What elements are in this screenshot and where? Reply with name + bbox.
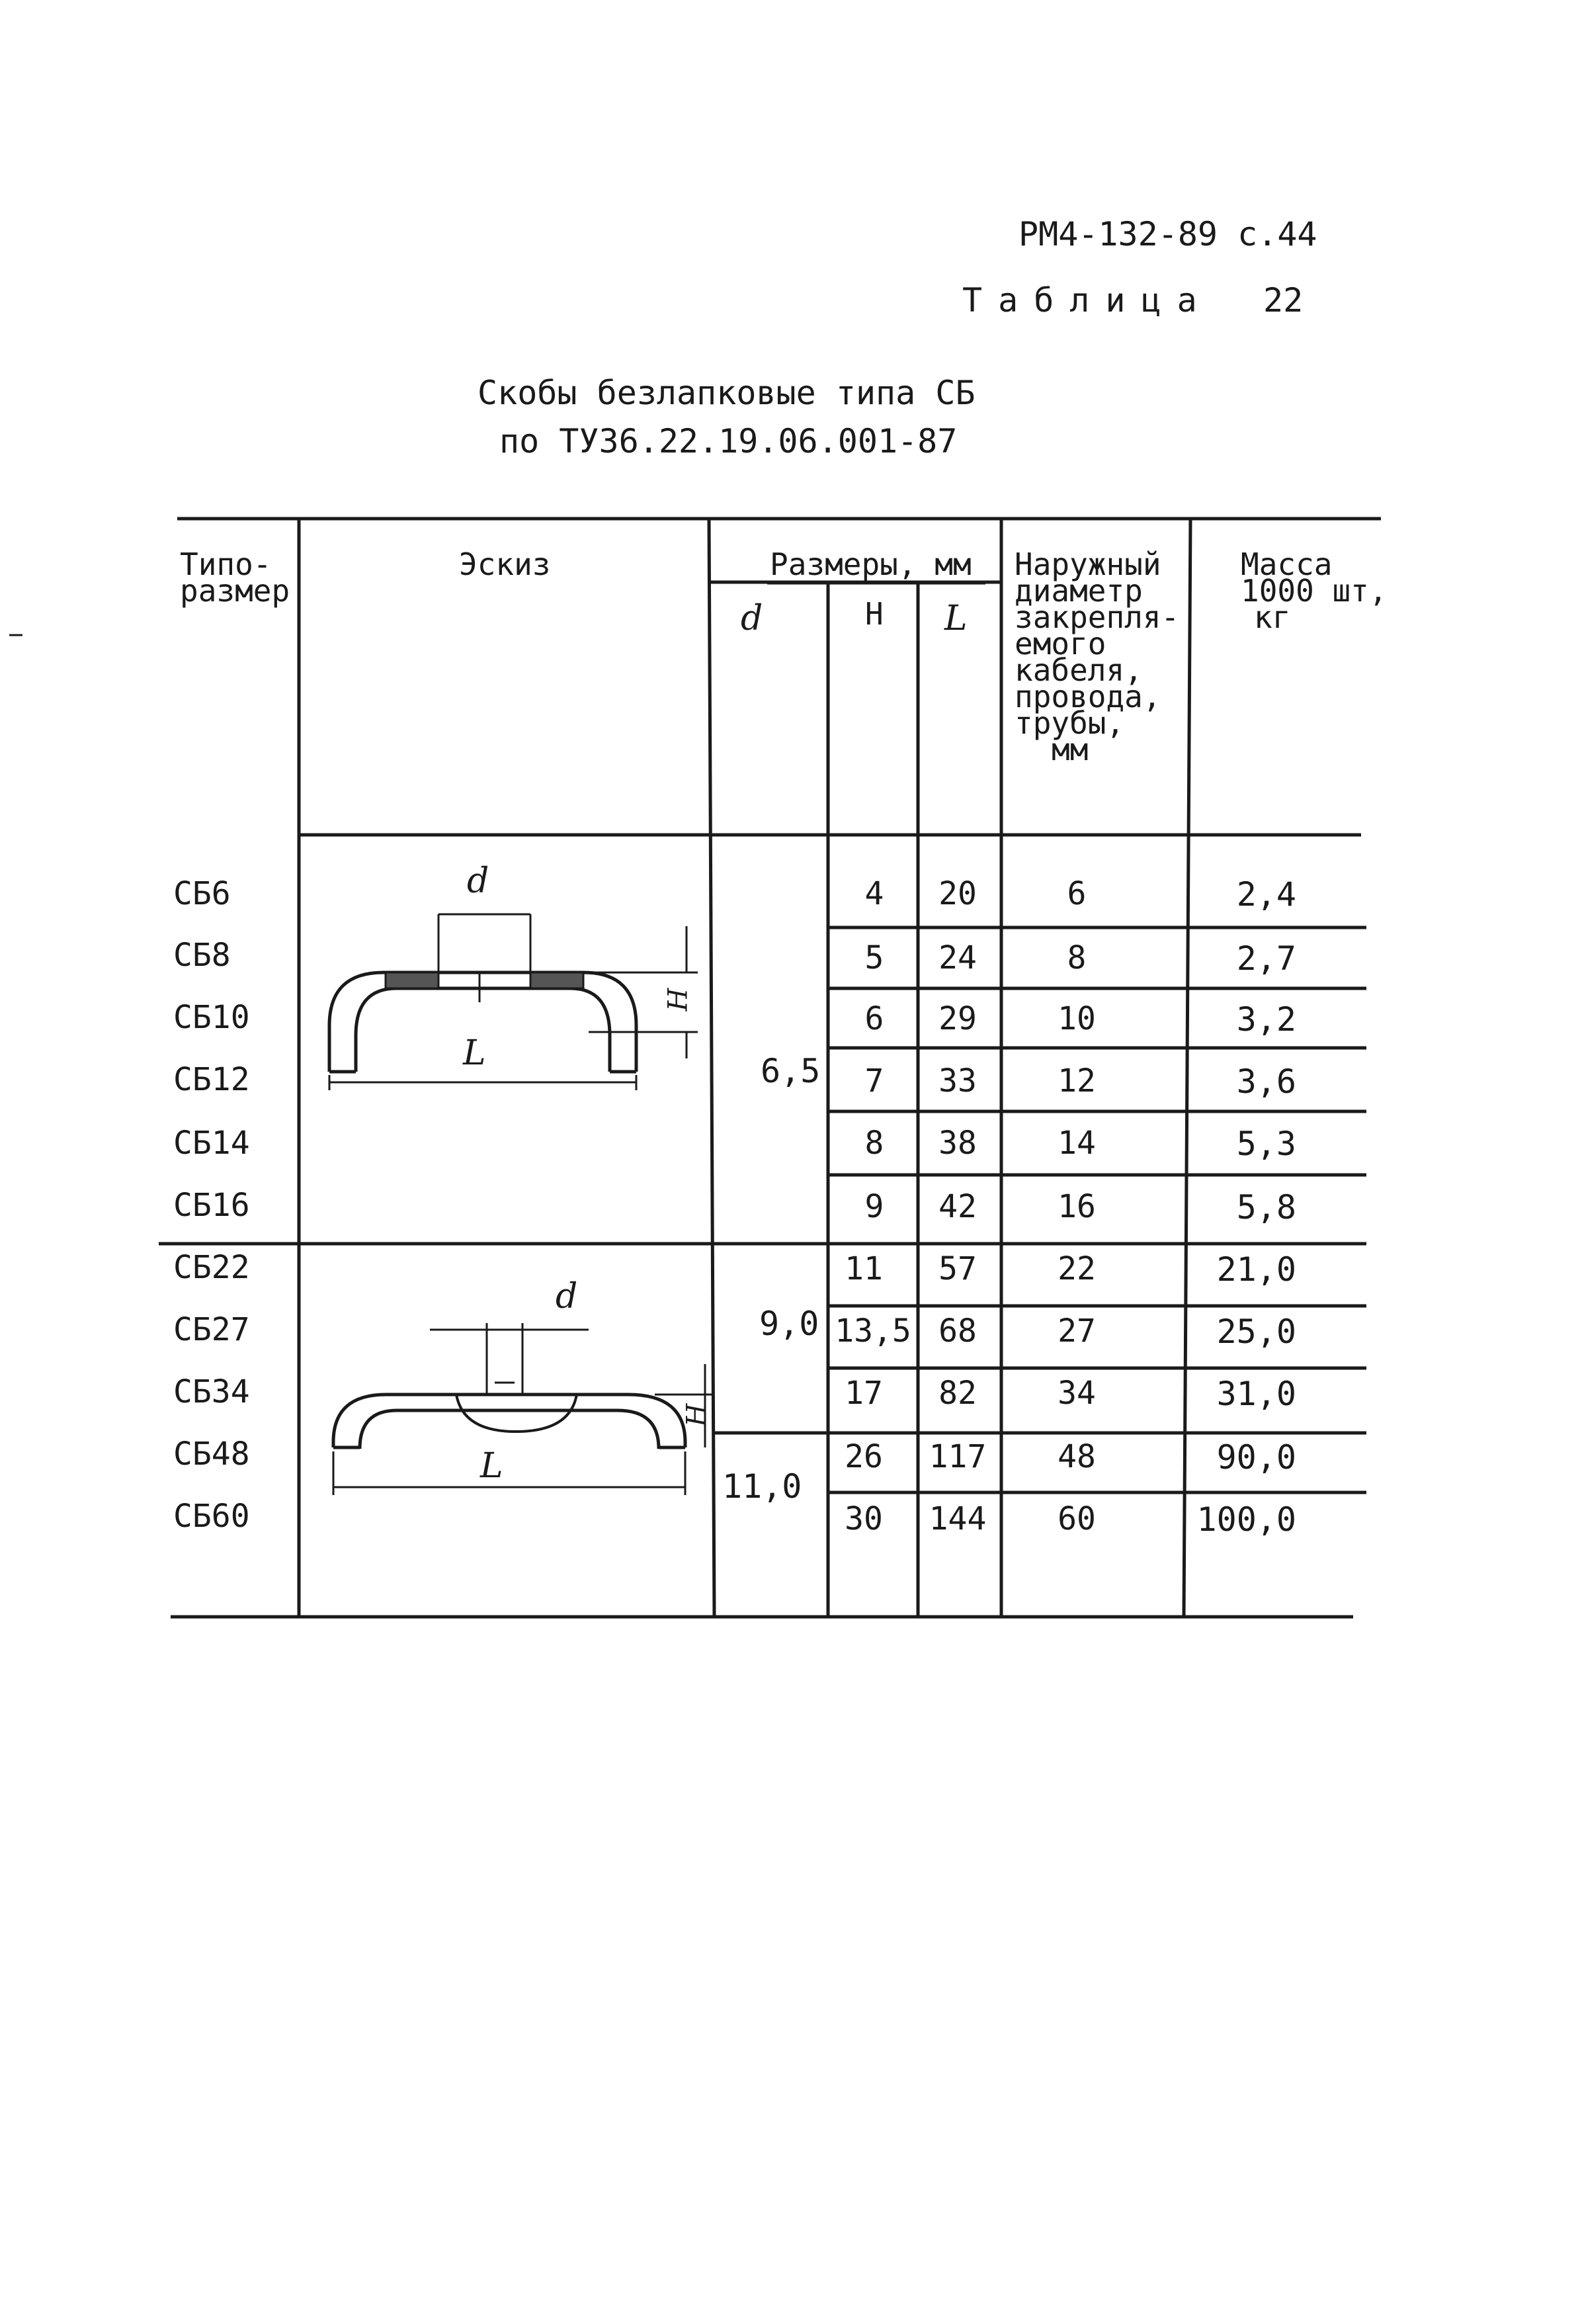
- header-type-size-line2: размер: [180, 573, 290, 609]
- row-H: 26: [845, 1438, 883, 1475]
- row-code: СБ8: [173, 937, 231, 974]
- row-mass: 21,0: [1216, 1250, 1296, 1289]
- row-L: 82: [938, 1375, 977, 1412]
- header-sketch: Эскиз: [459, 546, 551, 582]
- header-mass-line-1: Масса: [1241, 546, 1333, 582]
- row-L: 33: [938, 1062, 977, 1099]
- row-mass: 2,4: [1236, 875, 1296, 914]
- row-code: СБ34: [173, 1373, 250, 1410]
- table-label: Таблица: [962, 281, 1213, 320]
- header-H: H: [865, 596, 884, 632]
- row-mass: 100,0: [1196, 1500, 1296, 1539]
- row-mass: 90,0: [1216, 1438, 1296, 1477]
- header-d: d: [741, 599, 763, 638]
- table-number: 22: [1263, 281, 1304, 320]
- row-mass: 3,6: [1236, 1062, 1296, 1101]
- row-L: 42: [938, 1188, 977, 1225]
- document-reference: РМ4-132-89 с.44: [1019, 215, 1317, 253]
- row-diameter: 6: [1067, 875, 1087, 912]
- header-type-size-line1: Типо-: [180, 546, 272, 582]
- sketch1-label-L: L: [463, 1033, 486, 1073]
- sketch2-label-d: d: [556, 1277, 578, 1316]
- sketch1-label-H: H: [663, 988, 694, 1011]
- row-L: 20: [938, 875, 977, 912]
- row-L: 38: [938, 1125, 977, 1162]
- header-diameter-line-3: закрепля-: [1015, 599, 1180, 635]
- bracket-sketch-1: [329, 914, 698, 1090]
- row-mass: 3,2: [1236, 1000, 1296, 1039]
- row-code: СБ60: [173, 1498, 250, 1535]
- header-diameter-line-1: Наружный: [1015, 546, 1161, 582]
- header-dimensions: Размеры, мм: [770, 546, 972, 582]
- row-code: СБ27: [173, 1311, 250, 1348]
- row-H: 4: [864, 875, 884, 912]
- row-code: СБ22: [173, 1249, 250, 1286]
- row-code: СБ48: [173, 1436, 250, 1473]
- row-diameter: 22: [1058, 1250, 1096, 1287]
- header-diameter-line-4: емого: [1015, 626, 1106, 662]
- row-L: 144: [929, 1500, 987, 1537]
- row-diameter: 14: [1058, 1125, 1096, 1162]
- row-H: 6: [864, 1000, 884, 1037]
- row-diameter: 16: [1058, 1188, 1096, 1225]
- row-L: 68: [938, 1313, 977, 1350]
- row-H: 13,5: [835, 1313, 911, 1350]
- row-diameter: 12: [1058, 1062, 1096, 1099]
- d-group-value: 9,0: [759, 1305, 819, 1343]
- header-mass-line-3: кг: [1254, 599, 1291, 635]
- header-diameter-line-6: провода,: [1015, 679, 1161, 714]
- header-diameter-line-2: диаметр: [1015, 573, 1143, 609]
- d-group-value: 11,0: [722, 1467, 802, 1506]
- header-L: L: [944, 599, 968, 638]
- row-diameter: 60: [1058, 1500, 1096, 1537]
- row-H: 8: [864, 1125, 884, 1162]
- sketch2-label-L: L: [480, 1446, 503, 1486]
- row-mass: 25,0: [1216, 1313, 1296, 1351]
- header-diameter-line-5: кабеля,: [1015, 652, 1143, 688]
- row-mass: 5,3: [1236, 1125, 1296, 1163]
- header-diameter-line-7: трубы,: [1015, 705, 1125, 741]
- row-code: СБ14: [173, 1125, 250, 1162]
- d-group-value: 6,5: [761, 1052, 821, 1090]
- row-L: 29: [938, 1000, 977, 1037]
- row-diameter: 48: [1058, 1438, 1096, 1475]
- row-H: 11: [845, 1250, 883, 1287]
- row-L: 117: [929, 1438, 987, 1475]
- row-H: 9: [864, 1188, 884, 1225]
- row-code: СБ12: [173, 1061, 250, 1098]
- row-code: СБ16: [173, 1187, 250, 1224]
- row-diameter: 27: [1058, 1313, 1096, 1350]
- header-diameter-line-8: мм: [1052, 732, 1089, 767]
- sketch2-label-H: H: [681, 1403, 712, 1427]
- header-mass-line-2: 1000 шт,: [1241, 573, 1388, 609]
- row-mass: 2,7: [1236, 939, 1296, 978]
- row-H: 5: [864, 939, 884, 976]
- row-code: СБ10: [173, 999, 250, 1036]
- row-diameter: 10: [1058, 1000, 1096, 1037]
- row-L: 24: [938, 939, 977, 976]
- row-H: 7: [864, 1062, 884, 1099]
- row-diameter: 34: [1058, 1375, 1096, 1412]
- row-code: СБ6: [173, 875, 231, 912]
- bracket-sketch-2: [333, 1323, 714, 1495]
- row-diameter: 8: [1067, 939, 1087, 976]
- row-H: 17: [845, 1375, 883, 1412]
- table-title-line1: Скобы безлапковые типа СБ: [478, 374, 976, 412]
- row-mass: 31,0: [1216, 1375, 1296, 1413]
- row-mass: 5,8: [1236, 1188, 1296, 1227]
- row-L: 57: [938, 1250, 977, 1287]
- sketch1-label-d: d: [467, 861, 489, 901]
- table-title-line2: по ТУ36.22.19.06.001-87: [499, 422, 958, 460]
- row-H: 30: [845, 1500, 883, 1537]
